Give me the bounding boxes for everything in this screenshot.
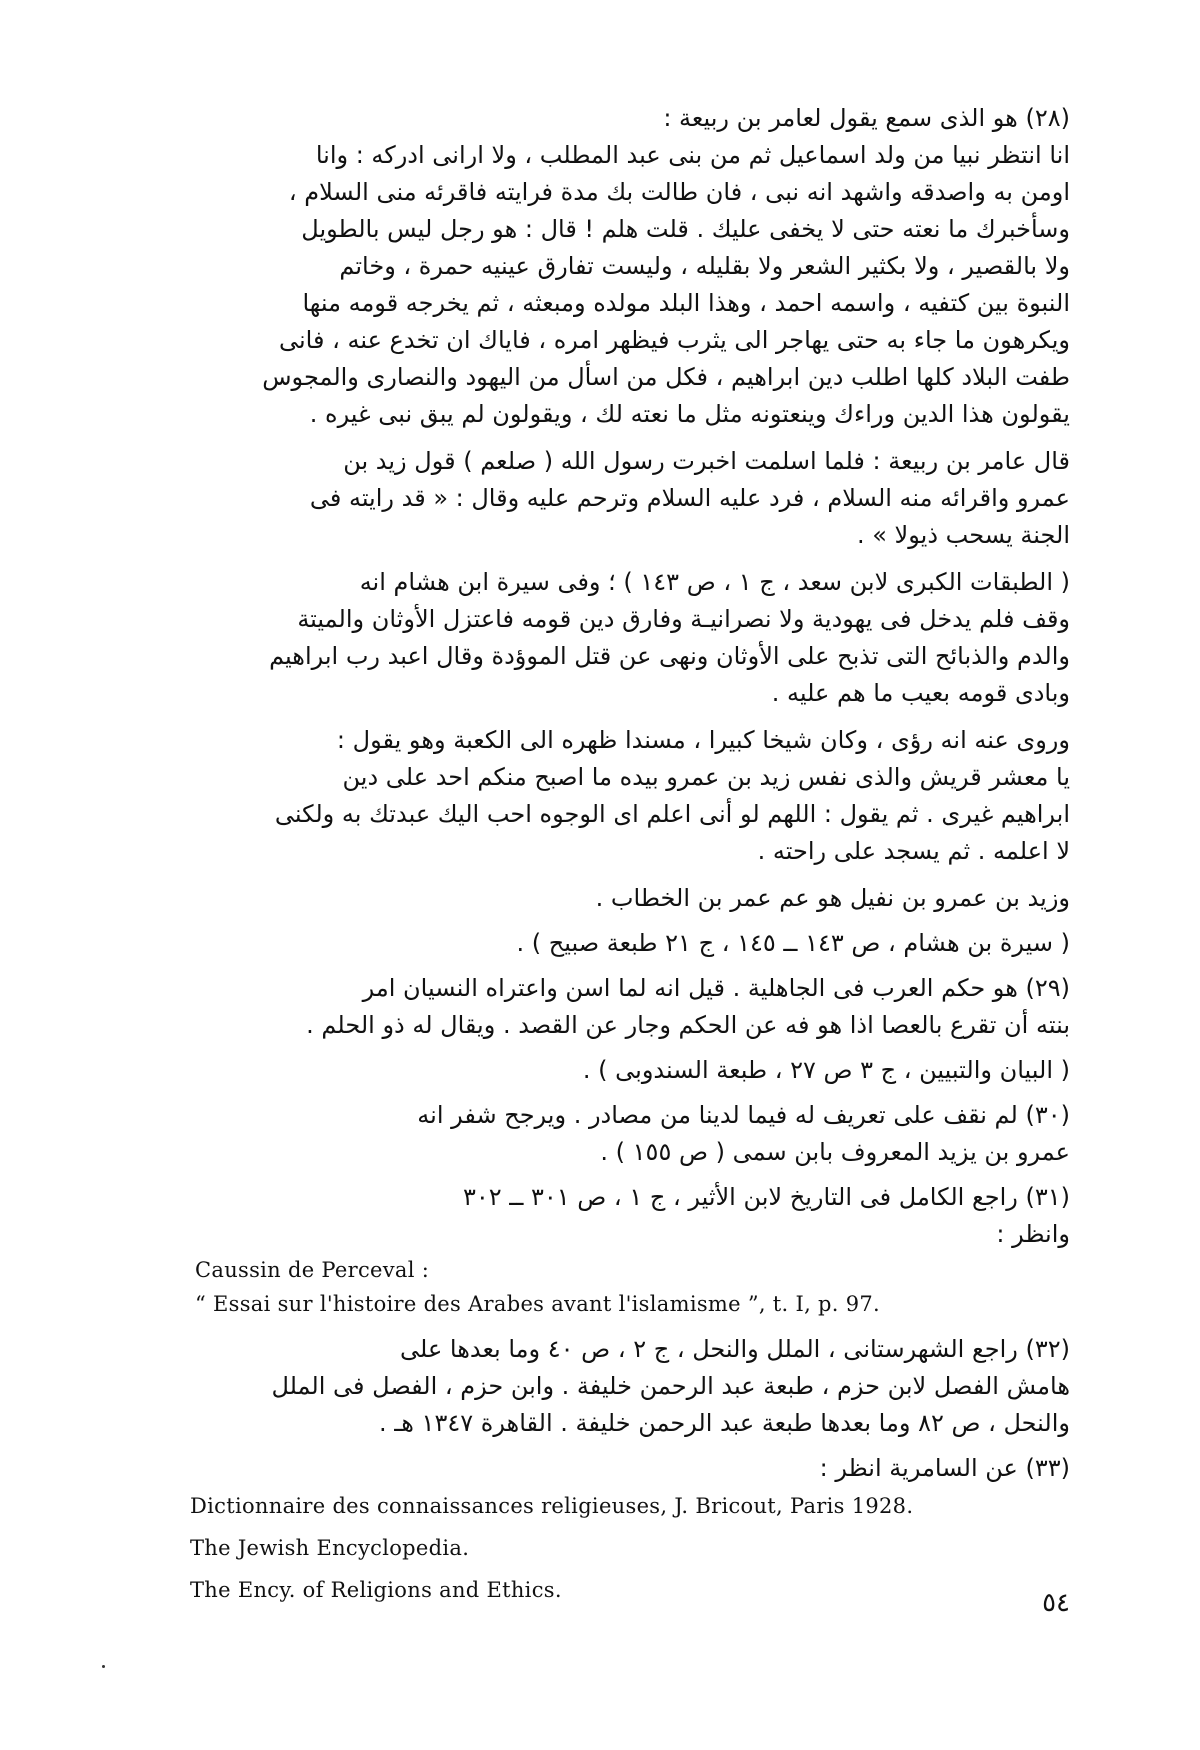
zayd-paragraph bbox=[140, 880, 1070, 917]
latin-reference-jewish-encyclopedia: The Jewish Encyclopedia. bbox=[190, 1536, 470, 1560]
latin-reference-author: Caussin de Perceval : bbox=[195, 1258, 430, 1282]
text-line: ويكرهون ما جاء به حتى يهاجر الى يثرب فيظهر امره ، فاياك ان تخدع عنه ، فانى bbox=[279, 326, 1070, 354]
note-28 bbox=[140, 100, 1070, 433]
scan-speck bbox=[102, 1665, 105, 1668]
text-line: النبوة بين كتفيه ، واسمه احمد ، وهذا البلد مولده ومبعثه ، ثم يخرجه قومه منها bbox=[302, 289, 1070, 317]
bayan-reference-paragraph bbox=[140, 1052, 1070, 1089]
text-line: (٢٨) هو الذى سمع يقول لعامر بن ربيعة : bbox=[663, 104, 1070, 132]
text-line: (٢٩) هو حكم العرب فى الجاهلية . قيل انه لما اسن واعتراه النسيان امر bbox=[362, 974, 1070, 1002]
text-line: انا انتظر نبيا من ولد اسماعيل ثم من بنى عبد المطلب ، ولا ارانى ادركه : وانا bbox=[315, 141, 1070, 169]
note-31 bbox=[140, 1179, 1070, 1253]
note-30 bbox=[140, 1097, 1070, 1171]
text-line: ( سيرة بن هشام ، ص ١٤٣ ــ ١٤٥ ، ج ٢١ طبعة صبيح ) . bbox=[516, 929, 1070, 957]
text-line: (٣٢) راجع الشهرستانى ، الملل والنحل ، ج ٢ ، ص ٤٠ وما بعدها على bbox=[400, 1335, 1070, 1363]
text-line: والدم والذبائح التى تذبح على الأوثان ونهى عن قتل الموؤدة وقال اعبد رب ابراهيم bbox=[269, 642, 1070, 670]
amir-quote-paragraph bbox=[140, 443, 1070, 554]
text-line: قال عامر بن ربيعة : فلما اسلمت اخبرت رسول الله ( صلعم ) قول زيد بن bbox=[343, 447, 1070, 475]
text-line: يا معشر قريش والذى نفس زيد بن عمرو بيده ما اصبح منكم احد على دين bbox=[342, 763, 1070, 791]
text-line: وبادى قومه بعيب ما هم عليه . bbox=[771, 679, 1070, 707]
text-line: عمرو بن يزيد المعروف بابن سمى ( ص ١٥٥ ) . bbox=[600, 1138, 1070, 1166]
text-line: وقف فلم يدخل فى يهودية ولا نصرانيـة وفارق دين قومه فاعتزل الأوثان والميتة bbox=[297, 605, 1070, 633]
page-number: ٥٤ bbox=[1042, 1588, 1070, 1618]
note-32 bbox=[140, 1331, 1070, 1442]
latin-reference-title: “ Essai sur l'histoire des Arabes avant l'islamisme ”, t. I, p. 97. bbox=[195, 1292, 881, 1316]
text-line: يقولون هذا الدين وراءك وينعتونه مثل ما نعته لك ، ويقولون لم يبق نبى غيره . bbox=[309, 400, 1070, 428]
text-line: (٣٠) لم نقف على تعريف له فيما لدينا من مصادر . ويرجح شفر انه bbox=[417, 1101, 1070, 1129]
document-page bbox=[140, 100, 1070, 1700]
text-line: اومن به واصدقه واشهد انه نبى ، فان طالت بك مدة فرايته فاقرئه منى السلام ، bbox=[288, 178, 1070, 206]
text-line: ( البيان والتبيين ، ج ٣ ص ٢٧ ، طبعة السندوبى ) . bbox=[582, 1056, 1070, 1084]
latin-reference-dictionnaire: Dictionnaire des connaissances religieuses, J. Bricout, Paris 1928. bbox=[190, 1494, 914, 1518]
latin-reference-religions-ethics: The Ency. of Religions and Ethics. bbox=[190, 1578, 562, 1602]
text-line: والنحل ، ص ٨٢ وما بعدها طبعة عبد الرحمن خليفة . القاهرة ١٣٤٧ هـ . bbox=[378, 1409, 1070, 1437]
sira-reference-paragraph bbox=[140, 925, 1070, 962]
text-line: طفت البلاد كلها اطلب دين ابراهيم ، فكل من اسأل من اليهود والنصارى والمجوس bbox=[262, 363, 1070, 391]
text-line: (٣١) راجع الكامل فى التاريخ لابن الأثير ، ج ١ ، ص ٣٠١ ــ ٣٠٢ bbox=[462, 1183, 1070, 1211]
tabaqat-reference-paragraph bbox=[140, 564, 1070, 712]
text-line: عمرو واقرائه منه السلام ، فرد عليه السلام وترحم عليه وقال : « قد رايته فى bbox=[309, 484, 1070, 512]
text-line: وانظر : bbox=[996, 1220, 1070, 1248]
text-line: الجنة يسحب ذيولا » . bbox=[856, 521, 1070, 549]
text-line: وروى عنه انه رؤى ، وكان شيخا كبيرا ، مسندا ظهره الى الكعبة وهو يقول : bbox=[336, 726, 1070, 754]
text-line: هامش الفصل لابن حزم ، طبعة عبد الرحمن خليفة . وابن حزم ، الفصل فى الملل bbox=[271, 1372, 1070, 1400]
text-line: ( الطبقات الكبرى لابن سعد ، ج ١ ، ص ١٤٣ ) ؛ وفى سيرة ابن هشام انه bbox=[359, 568, 1070, 596]
text-line: لا اعلمه . ثم يسجد على راحته . bbox=[757, 837, 1070, 865]
text-line: (٣٣) عن السامرية انظر : bbox=[819, 1454, 1070, 1482]
text-line: وزيد بن عمرو بن نفيل هو عم عمر بن الخطاب . bbox=[595, 884, 1070, 912]
note-29 bbox=[140, 970, 1070, 1044]
text-line: وسأخبرك ما نعته حتى لا يخفى عليك . قلت هلم ! قال : هو رجل ليس بالطويل bbox=[301, 215, 1070, 243]
ruwiya-paragraph bbox=[140, 722, 1070, 870]
text-line: بنته أن تقرع بالعصا اذا هو فه عن الحكم وجار عن القصد . ويقال له ذو الحلم . bbox=[306, 1011, 1070, 1039]
text-line: ولا بالقصير ، ولا بكثير الشعر ولا بقليله ، وليست تفارق عينيه حمرة ، وخاتم bbox=[339, 252, 1070, 280]
note-33 bbox=[140, 1450, 1070, 1487]
text-line: ابراهيم غيرى . ثم يقول : اللهم لو أنى اعلم اى الوجوه احب اليك عبدتك به ولكنى bbox=[274, 800, 1070, 828]
